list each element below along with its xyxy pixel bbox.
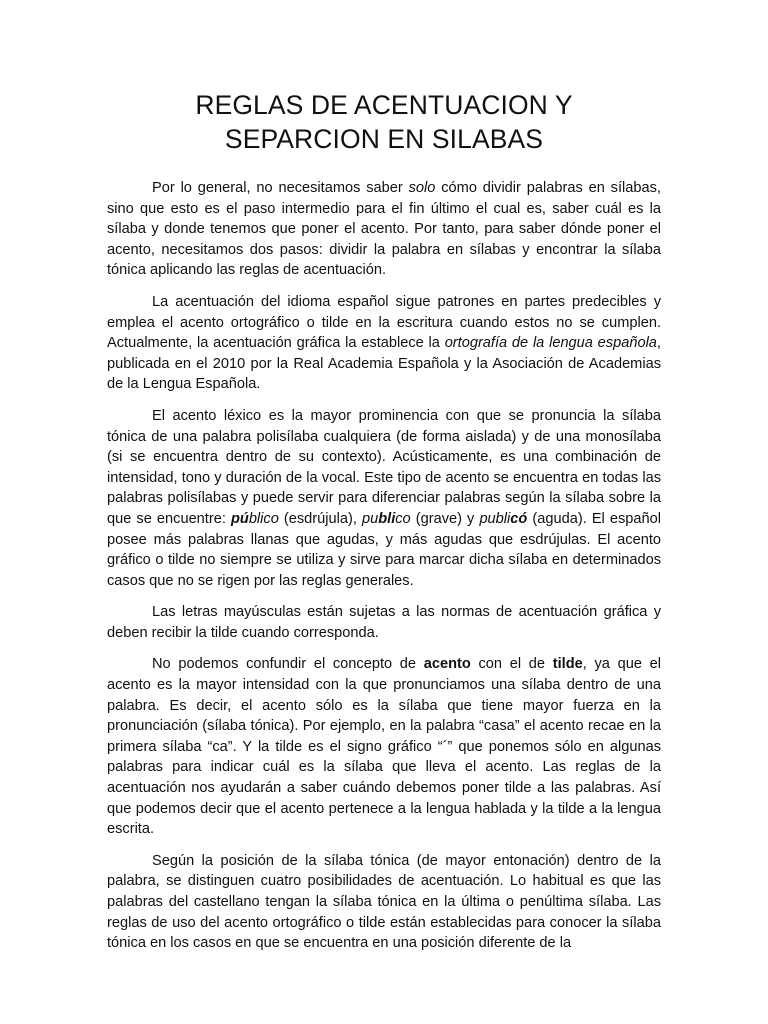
title-line-1: REGLAS DE ACENTUACION Y	[195, 90, 573, 120]
example-word-publico-aguda: publicó	[479, 510, 528, 527]
paragraph-1: Por lo general, no necesitamos saber solo cómo dividir palabras en sílabas, sino que esto es el paso intermedio para el fin último el cual es, saber cuál es la sílaba y donde tenemos que poner el acento. Por tanto, para saber dónde poner el acento, necesitamos dos pasos: dividir la palabra en sílabas y encontrar la sílaba tónica aplicando las reglas de acentuación.	[107, 180, 661, 279]
paragraph-4: Las letras mayúsculas están sujetas a las normas de acentuación gráfica y deben recibir la tilde cuando corresponda.	[107, 604, 661, 641]
document-title	[107, 88, 661, 156]
paragraph-5: No podemos confundir el concepto de acento con el de tilde, ya que el acento es la mayor intensidad con la que pronunciamos una sílaba dentro de una palabra. Es decir, el acento sólo es la sílaba que tiene mayor fuerza en la pronunciación (sílaba tónica). Por ejemplo, en la palabra “casa” el acento recae en la primera sílaba “ca”. Y la tilde es el signo gráfico “´” que ponemos sólo en algunas palabras para indicar cuál es la sílaba que lleva el acento. Las reglas de la acentuación nos ayudarán a saber cuándo debemos poner tilde a las palabras. Así que podemos decir que el acento pertenece a la lengua hablada y la tilde a la lengua escrita.	[107, 656, 661, 838]
paragraph-2: La acentuación del idioma español sigue patrones en partes predecibles y emplea el acento ortográfico o tilde en la escritura cuando estos no se cumplen. Actualmente, la acentuación gráfica la establece la ortografía de la lengua española, publicada en el 2010 por la Real Academia Española y la Asociación de Academias de la Lengua Española.	[107, 293, 661, 393]
example-word-publico-esdrujula: público	[230, 510, 279, 527]
paragraph-3: El acento léxico es la mayor prominencia con que se pronuncia la sílaba tónica de una palabra polisílaba cualquiera (de forma aislada) y de una monosílaba (si se encuentra dentro de su contexto). Acústicamente, es una combinación de intensidad, tono y duración de la vocal. Este tipo de acento se encuentra en todas las palabras polisílabas y puede servir para diferenciar palabras según la sílaba sobre la que se encuentre: público (esdrújula), publico (grave) y publicó (aguda). El español posee más palabras llanas que agudas, y más agudas que esdrújulas. El acento gráfico o tilde no siempre se utiliza y sirve para marcar dicha sílaba en determinados casos que no se rigen por las reglas generales.	[107, 407, 662, 589]
title-line-2: SEPARCION EN SILABAS	[224, 124, 544, 154]
example-word-publico-grave: publico	[361, 510, 411, 527]
paragraph-6: Según la posición de la sílaba tónica (de mayor entonación) dentro de la palabra, se distinguen cuatro posibilidades de acentuación. Lo habitual es que las palabras del castellano tengan la sílaba tónica en la última o penúltima sílaba. Las reglas de uso del acento ortográfico o tilde están establecidas para conocer la sílaba tónica en los casos en que se encuentra en una posición diferente de la	[107, 852, 661, 952]
